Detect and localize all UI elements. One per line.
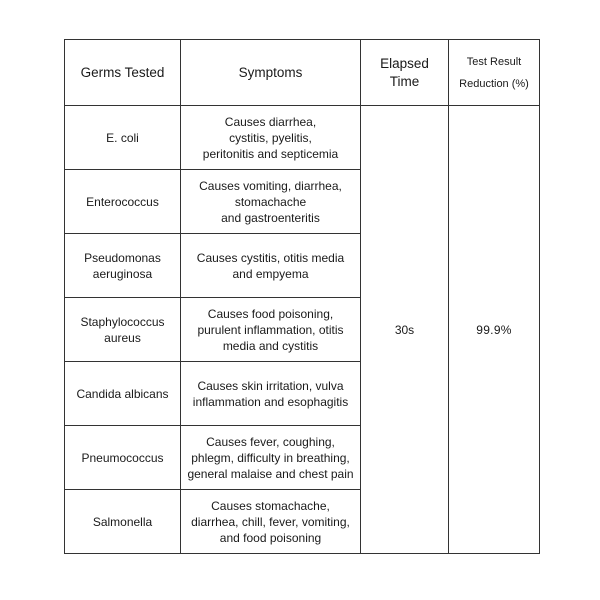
germ-name-cell (65, 106, 181, 170)
symptoms-line: media and cystitis (222, 338, 319, 353)
symptoms-line: diarrhea, chill, fever, vomiting, (191, 514, 350, 529)
symptoms-cell (181, 170, 361, 234)
table-body (65, 106, 540, 554)
symptoms-line: stomachache (234, 194, 307, 209)
symptoms-line: Causes vomiting, diarrhea, (199, 178, 342, 193)
symptoms-cell (181, 234, 361, 298)
germ-name-line: Pseudomonas (84, 250, 161, 265)
symptoms-line: general malaise and chest pain (187, 466, 354, 481)
symptoms-line: inflammation and esophagitis (192, 394, 349, 409)
symptoms-line: peritonitis and septicemia (202, 146, 339, 161)
symptoms-line: purulent inflammation, otitis (197, 322, 344, 337)
reduction-result-cell: 99.9% (449, 106, 540, 554)
header-elapsed-time-line-1: Elapsed (380, 55, 429, 71)
symptoms-cell (181, 106, 361, 170)
germ-name-cell (65, 170, 181, 234)
symptoms-line: and gastroenteritis (221, 210, 320, 225)
symptoms-cell (181, 490, 361, 554)
header-elapsed-time (361, 40, 449, 106)
germ-name-line: Salmonella (92, 514, 153, 529)
symptoms-line: cystitis, pyelitis, (229, 130, 312, 145)
symptoms-line: Causes diarrhea, (224, 114, 317, 129)
table-row (65, 106, 540, 170)
header-test-result-line-2: Reduction (%) (459, 77, 529, 90)
germ-name-line: Enterococcus (86, 194, 159, 209)
header-test-result-line-1: Test Result (466, 55, 522, 68)
symptoms-cell (181, 426, 361, 490)
germ-name-line: E. coli (106, 130, 139, 145)
germ-name-cell (65, 234, 181, 298)
header-germs-tested: Germs Tested (65, 40, 181, 106)
symptoms-line: Causes stomachache, (211, 498, 330, 513)
header-test-result (449, 40, 540, 106)
header-row (65, 40, 540, 106)
germ-name-line: aeruginosa (92, 266, 153, 281)
germ-name-cell (65, 362, 181, 426)
germ-name-cell (65, 298, 181, 362)
germ-name-line: aureus (104, 330, 141, 345)
header-symptoms: Symptoms (181, 40, 361, 106)
symptoms-cell (181, 362, 361, 426)
elapsed-time-cell: 30s (361, 106, 449, 554)
symptoms-line: Causes food poisoning, (207, 306, 334, 321)
header-elapsed-time-line-2: Time (389, 73, 420, 89)
symptoms-line: Causes cystitis, otitis media (196, 250, 345, 265)
symptoms-line: Causes skin irritation, vulva (197, 378, 344, 393)
symptoms-line: and food poisoning (219, 530, 322, 545)
germ-name-cell (65, 426, 181, 490)
germ-name-line: Staphylococcus (80, 314, 165, 329)
symptoms-line: and empyema (232, 266, 309, 281)
symptoms-line: phlegm, difficulty in breathing, (191, 450, 350, 465)
germ-name-line: Candida albicans (76, 386, 169, 401)
symptoms-line: Causes fever, coughing, (206, 434, 335, 449)
germ-test-table (64, 39, 540, 554)
germ-name-cell (65, 490, 181, 554)
germ-name-line: Pneumococcus (81, 450, 164, 465)
symptoms-cell (181, 298, 361, 362)
